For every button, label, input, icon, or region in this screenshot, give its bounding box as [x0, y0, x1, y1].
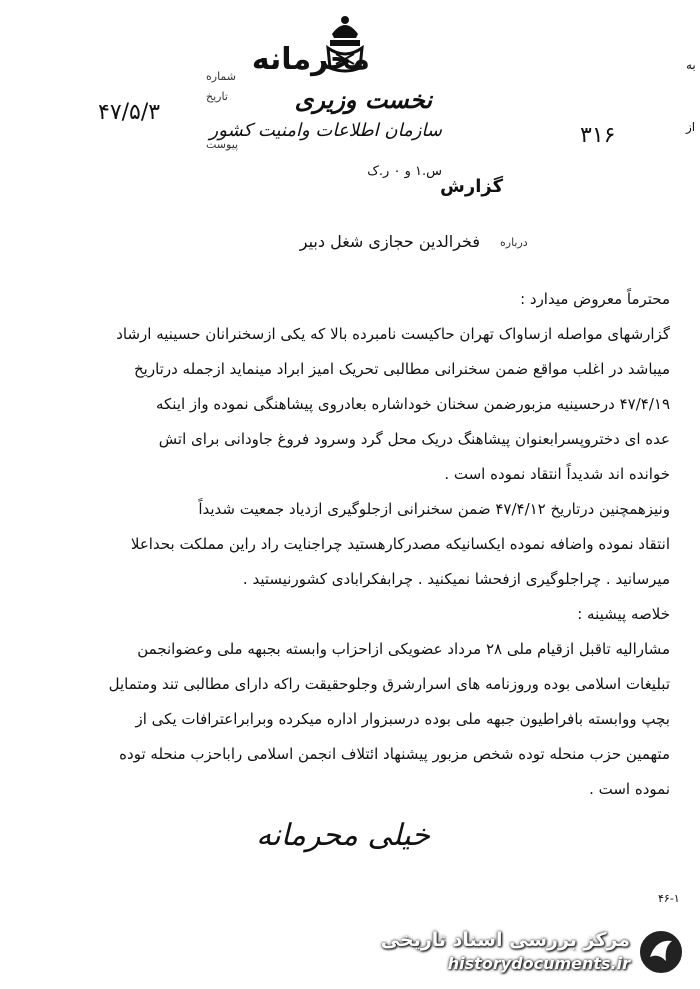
body-line: خوانده اند شدیداً انتقاد نموده است . — [444, 465, 670, 483]
body-line: ۴۷/۴/۱۹ درحسینیه مزبورضمن سخنان خوداشاره بعادروی پیشاهنگی نموده واز اینکه — [155, 395, 670, 413]
classification-signature: خیلی محرمانه — [256, 818, 430, 853]
ministry-name: نخست وزیری — [294, 86, 432, 114]
number-label: شماره — [206, 70, 237, 83]
watermark — [380, 923, 690, 979]
document-date: ۴۷/۵/۳ — [98, 100, 161, 125]
edge-fragment-top: به — [686, 58, 696, 72]
body-line: ونیزهمچنین درتاریخ ۴۷/۴/۱۲ ضمن سخنرانی ازجلوگیری ازدیاد جمعیت شدیداً — [198, 500, 670, 518]
body-line: بچپ ووابسته بافراطیون جبهه ملی بوده درسبزوار اداره میکرده وبرابراعترافات یکی از — [135, 710, 670, 728]
attachment-label: پیوست — [206, 138, 239, 151]
archive-logo-icon — [636, 927, 686, 977]
body-line: گزارشهای مواصله ازساواک تهران حاکیست نامبرده بالا که یکی ازسخنرانان حسینیه ارشاد — [116, 325, 670, 343]
body-line: خلاصه پیشینه : — [577, 605, 670, 623]
page-mark: ۴۶-۱ — [658, 892, 680, 905]
body-line: تبلیغات اسلامی بوده وروزنامه های اسرارشرق وجلوحقیقت راکه دارای مطالبی تند ومتمایل — [108, 675, 670, 693]
body-line: انتقاد نموده واضافه نموده ایکسانیکه مصدرکارهستید چراجنایت راد راین مملکت بحداعلا — [130, 535, 670, 553]
report-title: گزارش — [440, 176, 504, 197]
body-line: میرسانید . چراجلوگیری ازفحشا نمیکنید . چرابفکرابادی کشورنیستید . — [242, 570, 670, 588]
date-label: تاریخ — [206, 90, 228, 103]
body-line: محترماً معروض میدارد : — [520, 290, 670, 308]
letterhead-classification: محرمانه — [251, 42, 370, 77]
subject-value: فخرالدین حجازی شغل دبیر — [299, 232, 480, 251]
report-number: ۳۱۶ — [580, 123, 616, 148]
organization-name: سازمان اطلاعات وامنیت کشور — [209, 120, 442, 141]
body-line: مشارالیه تاقبل ازقیام ملی ۲۸ مرداد عضویکی ازاحزاب وابسته بجبهه ملی وعضوانجمن — [137, 640, 670, 658]
watermark-url: historydocuments.ir — [447, 954, 630, 973]
body-line: نموده است . — [589, 780, 670, 798]
edge-fragment-mid: از — [686, 120, 696, 134]
body-line: میباشد در اغلب مواقع ضمن سخنرانی مطالبی تحریک امیز ابراد مینماید ازجمله درتاریخ — [133, 360, 670, 378]
body-line: عده ای دختروپسرابعنوان پیشاهنگ دریک محل گرد وسرود فروغ جاودانی برای اتش — [158, 430, 670, 448]
subject-label: درباره — [500, 236, 528, 249]
report-body — [30, 282, 670, 807]
watermark-title: مرکز بررسی اسناد تاریخی — [380, 929, 630, 951]
body-line: متهمین حزب منحله توده شخص مزبور پیشنهاد ائتلاف انجمن اسلامی راباحزب منحله توده — [119, 745, 670, 763]
reference-code: س.۱ و ۰ ر.ک — [367, 164, 442, 179]
